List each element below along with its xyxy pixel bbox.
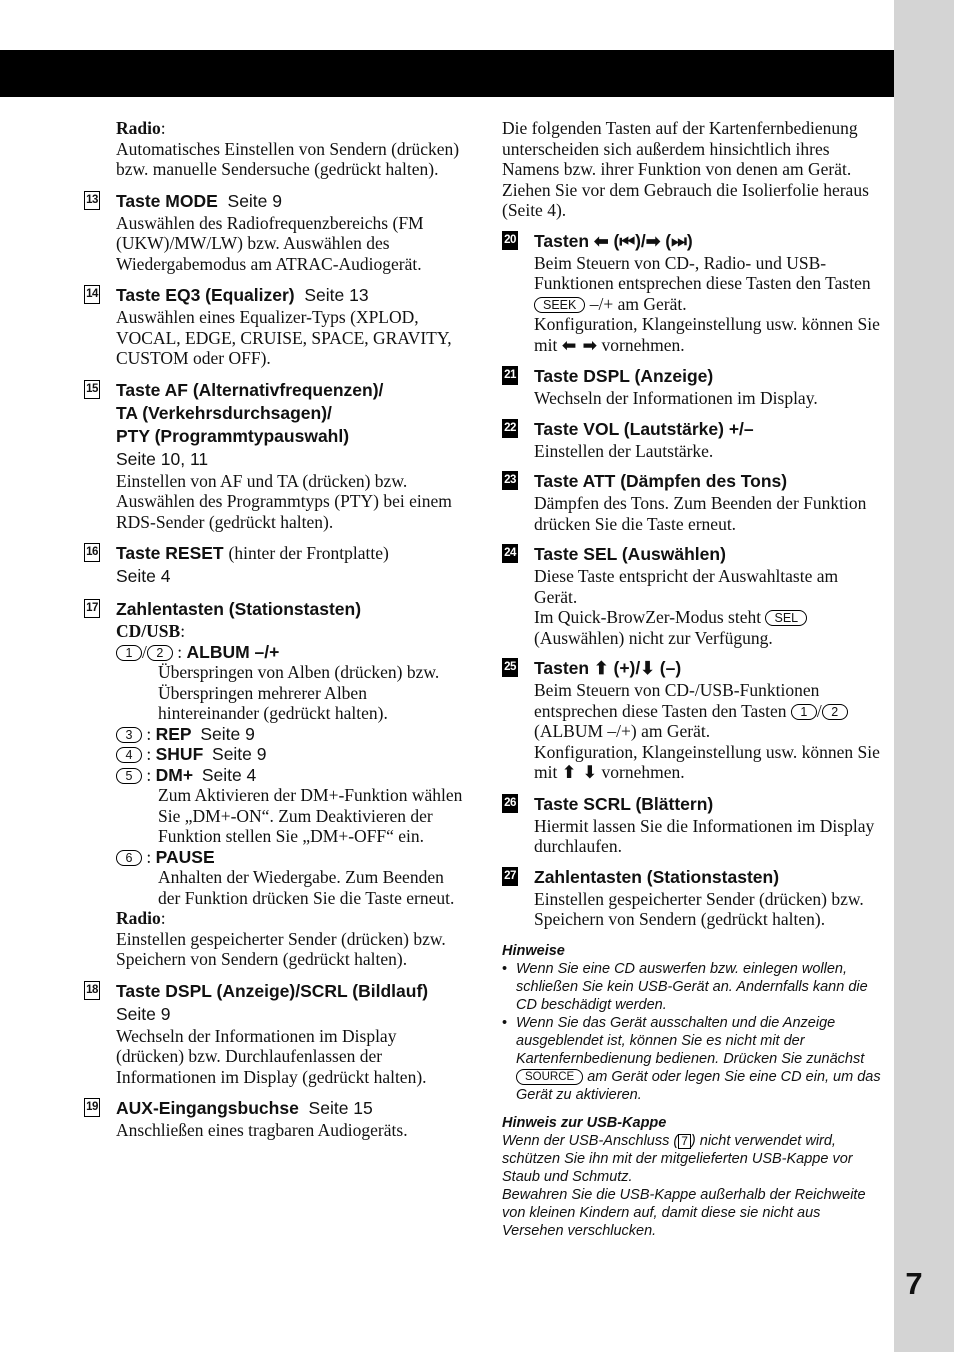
key-1: 1 bbox=[116, 645, 142, 661]
page-ref: Seite 15 bbox=[308, 1098, 373, 1118]
entry-title: Taste DSPL (Anzeige) bbox=[534, 366, 714, 386]
entry-title: AUX-Eingangsbuchse bbox=[116, 1098, 299, 1118]
entry-text: Anschließen eines tragbaren Audiogeräts. bbox=[116, 1120, 408, 1140]
entry-title: Taste RESET bbox=[116, 543, 224, 563]
rep-label: REP bbox=[155, 723, 192, 744]
notes-section bbox=[502, 942, 882, 1104]
item-number: 25 bbox=[502, 658, 518, 677]
entry-title: Taste SCRL (Blättern) bbox=[534, 793, 714, 814]
album-label: ALBUM –/+ bbox=[186, 641, 280, 662]
key-6: 6 bbox=[116, 850, 142, 866]
up-down-arrows-icon: ⬆ ⬇ bbox=[561, 763, 598, 783]
entry-title-line1: Taste AF (Alternativfrequenzen)/ bbox=[116, 379, 384, 400]
intro-text: Die folgenden Tasten auf der Kartenfernbedienung unterscheiden sich außerdem hinsichtlich ihres Namens bzw. ihrer Funktion von denen am Gerät. Ziehen Sie vor dem Gebrauch die Isolierfolie heraus (Seite 4). bbox=[502, 118, 869, 220]
radio-text: Einstellen gespeicherter Sender (drücken) bzw. Speichern von Sendern (gedrückt halten). bbox=[116, 928, 446, 969]
entry-17: 17 Zahlentasten (Stationstasten) CD/USB: 1 / 2 : ALBUM –/+ Überspringen von Alben (drücken) bzw. Überspringen mehrerer Alben hintereinander (gedrückt halten). 3 : REP Seite 9 4 : SHUF Seite 9 5 : DM+ Seite 4 Zum Aktivieren der DM+-Funktion wählen Sie „DM+-ON“. Zum Deaktivieren der Funktion stellen Sie „DM+-OFF“ ein. 6 : PAUSE Anhalten der Wiedergabe. Zum Beenden der Funktion drücken Sie die Taste erneut. Radio: Einstellen gespeicherter Sender (drücken) bzw. Speichern von Sendern (gedrückt halten). bbox=[84, 598, 464, 970]
radio-text: Automatisches Einstellen von Sendern (drücken) bzw. manuelle Sendersuche (gedrückt halten). bbox=[116, 138, 460, 179]
page-ref: Seite 4 bbox=[116, 566, 171, 586]
right-column bbox=[502, 118, 882, 1240]
left-right-arrows-icon: ⬅ ➡ bbox=[561, 335, 598, 356]
page-ref: Seite 9 bbox=[116, 1003, 171, 1024]
separator: / bbox=[816, 700, 822, 721]
item-number: 21 bbox=[502, 366, 518, 385]
usb-cap-section bbox=[502, 1114, 882, 1240]
entry-extra: (hinter der Frontplatte) bbox=[228, 543, 389, 563]
entry-title: Taste VOL (Lautstärke) +/– bbox=[534, 418, 754, 439]
entry-text-3: Konfiguration, Klangeinstellung usw. können Sie mit bbox=[534, 741, 880, 782]
entry-23 bbox=[502, 470, 882, 534]
entry-text-1: Beim Steuern von CD-, Radio- und USB-Funktionen entsprechen diese Tasten den Tasten bbox=[534, 252, 871, 293]
usb-cap-title: Hinweis zur USB-Kappe bbox=[502, 1114, 667, 1131]
entry-text-2: –/+ am Gerät. bbox=[589, 293, 687, 314]
key-1: 1 bbox=[791, 704, 817, 720]
entry-text: Wechseln der Informationen im Display (drücken) bzw. Durchlaufenlassen der Informationen im Display (gedrückt halten). bbox=[116, 1025, 427, 1087]
notes-title: Hinweise bbox=[502, 942, 565, 959]
entry-title: Tasten ⬆ (+)/⬇ (–) bbox=[534, 658, 682, 678]
key-3: 3 bbox=[116, 727, 142, 743]
entry-title: Taste ATT (Dämpfen des Tons) bbox=[534, 471, 788, 491]
item-number: 26 bbox=[502, 794, 518, 813]
usb-text-b: ) nicht verwendet wird, schützen Sie ihn mit der mitgelieferten USB-Kappe vor Staub und Schmutz. bbox=[502, 1132, 853, 1185]
note-item bbox=[502, 960, 882, 1014]
entry-text: Einstellen gespeicherter Sender (drücken) bzw. Speichern von Sendern (gedrückt halten). bbox=[534, 888, 864, 929]
entry-16 bbox=[84, 542, 464, 588]
note-text-b: am Gerät oder legen Sie eine CD ein, um das Gerät zu aktivieren. bbox=[516, 1068, 881, 1103]
entry-21 bbox=[502, 365, 882, 409]
entry-text-3: Konfiguration, Klangeinstellung usw. können Sie mit bbox=[534, 314, 880, 355]
entry-text: Auswählen eines Equalizer-Typs (XPLOD, VOCAL, EDGE, CRUISE, SPACE, GRAVITY, CUSTOM oder OFF). bbox=[116, 307, 452, 368]
entry-text: Auswählen des Radiofrequenzbereichs (FM (UKW)/MW/LW) bzw. Auswählen des Wiedergabemodus am ATRAC-Audiogerät. bbox=[116, 212, 424, 274]
colon: : bbox=[180, 621, 186, 641]
item-number: 19 bbox=[84, 1098, 100, 1117]
item-number: 22 bbox=[502, 419, 518, 438]
item-number: 27 bbox=[502, 867, 518, 886]
item-number: 15 bbox=[84, 380, 100, 399]
item-number: 14 bbox=[84, 285, 100, 304]
shuf-ref: Seite 9 bbox=[212, 744, 267, 764]
header-bar bbox=[0, 50, 894, 97]
entry-13 bbox=[84, 190, 464, 275]
entry-text-1: Diese Taste entspricht der Auswahltaste am Gerät. bbox=[534, 566, 839, 607]
entry-text: Dämpfen des Tons. Zum Beenden der Funktion drücken Sie die Taste erneut. bbox=[534, 493, 867, 534]
left-column bbox=[84, 118, 464, 1141]
entry-title: Zahlentasten (Stationstasten) bbox=[116, 599, 362, 619]
entry-25 bbox=[502, 657, 882, 784]
item-number: 18 bbox=[84, 981, 100, 1000]
dm-text: Zum Aktivieren der DM+-Funktion wählen Sie „DM+-ON“. Zum Deaktivieren der Funktion stellen Sie „DM+-OFF“ ein. bbox=[158, 785, 463, 846]
key-2: 2 bbox=[822, 704, 848, 720]
key-5: 5 bbox=[116, 768, 142, 784]
colon: : bbox=[160, 908, 166, 928]
entry-title: Zahlentasten (Stationstasten) bbox=[534, 866, 780, 887]
entry-22 bbox=[502, 418, 882, 462]
entry-text: Einstellen der Lautstärke. bbox=[534, 440, 714, 461]
entry-text-4: vornehmen. bbox=[601, 334, 685, 355]
entry-18 bbox=[84, 980, 464, 1088]
item-number: 17 bbox=[84, 599, 100, 618]
key-4: 4 bbox=[116, 747, 142, 763]
key-2: 2 bbox=[147, 645, 173, 661]
radio-label: Radio bbox=[116, 908, 161, 928]
entry-14 bbox=[84, 284, 464, 369]
entry-text-4: vornehmen. bbox=[601, 762, 685, 782]
item-number: 24 bbox=[502, 544, 518, 563]
dm-label: DM+ bbox=[155, 764, 194, 785]
entry-text: Hiermit lassen Sie die Informationen im Display durchlaufen. bbox=[534, 815, 875, 856]
sel-key: SEL bbox=[765, 610, 807, 626]
entry-text-1: Beim Steuern von CD-/USB-Funktionen entsprechen diese Tasten den Tasten bbox=[534, 680, 820, 721]
pause-text: Anhalten der Wiedergabe. Zum Beenden der Funktion drücken Sie die Taste erneut. bbox=[158, 867, 455, 908]
entry-title-line3: PTY (Programmtypauswahl) bbox=[116, 425, 350, 446]
entry-title-line2: TA (Verkehrsdurchsagen)/ bbox=[116, 402, 332, 423]
item-number: 20 bbox=[502, 231, 518, 250]
source-key: SOURCE bbox=[516, 1069, 583, 1085]
note-item bbox=[502, 1014, 882, 1104]
entry-20 bbox=[502, 230, 882, 357]
seek-key: SEEK bbox=[534, 297, 585, 313]
usb-cap-para-1 bbox=[502, 1132, 882, 1186]
colon: : bbox=[160, 118, 166, 138]
page-ref: Seite 13 bbox=[304, 285, 369, 305]
page-ref: Seite 9 bbox=[227, 190, 282, 211]
dm-ref: Seite 4 bbox=[201, 764, 257, 785]
radio-label: Radio bbox=[116, 118, 161, 138]
entry-15 bbox=[84, 379, 464, 533]
entry-text: Einstellen von AF und TA (drücken) bzw. Auswählen des Programmtyps (PTY) bei einem RDS-Sender (gedrückt halten). bbox=[116, 470, 452, 532]
entry-text-2: Im Quick-BrowZer-Modus steht bbox=[534, 607, 762, 627]
item-number: 23 bbox=[502, 471, 518, 490]
entry-text-2: (ALBUM –/+) am Gerät. bbox=[534, 721, 711, 741]
usb-text-a: Wenn der USB-Anschluss ( bbox=[502, 1132, 679, 1149]
entry-title: Taste MODE bbox=[116, 190, 218, 211]
note-text: Wenn Sie eine CD auswerfen bzw. einlegen wollen, schließen Sie kein USB-Gerät an. Andernfalls kann die CD beschädigt werden. bbox=[516, 960, 868, 1013]
radio-seek-entry bbox=[84, 118, 464, 180]
entry-title: Taste EQ3 (Equalizer) bbox=[116, 285, 295, 305]
page-ref: Seite 10, 11 bbox=[116, 448, 209, 469]
entry-24 bbox=[502, 543, 882, 648]
cd-usb-label: CD/USB bbox=[116, 621, 181, 641]
item-number: 13 bbox=[84, 191, 100, 210]
entry-19 bbox=[84, 1097, 464, 1141]
side-band bbox=[894, 0, 954, 1352]
entry-26 bbox=[502, 793, 882, 857]
usb-cap-para-2: Bewahren Sie die USB-Kappe außerhalb der Reichweite von kleinen Kindern auf, damit diese sie nicht aus Versehen verschlucken. bbox=[502, 1186, 866, 1239]
entry-text-3: (Auswählen) nicht zur Verfügung. bbox=[534, 627, 773, 648]
entry-title: Taste SEL (Auswählen) bbox=[534, 544, 726, 564]
album-text: Überspringen von Alben (drücken) bzw. Überspringen mehrerer Alben hintereinander (gedrückt halten). bbox=[158, 662, 440, 723]
note-text-a: Wenn Sie das Gerät ausschalten und die Anzeige ausgeblendet ist, können Sie es nicht mit der Kartenfernbedienung bedienen. Drücken Sie zunächst bbox=[516, 1014, 865, 1067]
rep-ref: Seite 9 bbox=[200, 723, 255, 744]
entry-text: Wechseln der Informationen im Display. bbox=[534, 388, 818, 408]
separator: / bbox=[142, 641, 147, 662]
entry-27 bbox=[502, 866, 882, 930]
entry-title: Tasten ⬅ (⏮)/➡ (⏭) bbox=[534, 230, 693, 251]
item-number: 16 bbox=[84, 543, 100, 562]
shuf-label: SHUF bbox=[155, 744, 204, 764]
pause-label: PAUSE bbox=[155, 846, 215, 867]
entry-title: Taste DSPL (Anzeige)/SCRL (Bildlauf) bbox=[116, 980, 429, 1001]
usb-port-number: 7 bbox=[678, 1134, 691, 1149]
page-number: 7 bbox=[905, 1266, 923, 1301]
